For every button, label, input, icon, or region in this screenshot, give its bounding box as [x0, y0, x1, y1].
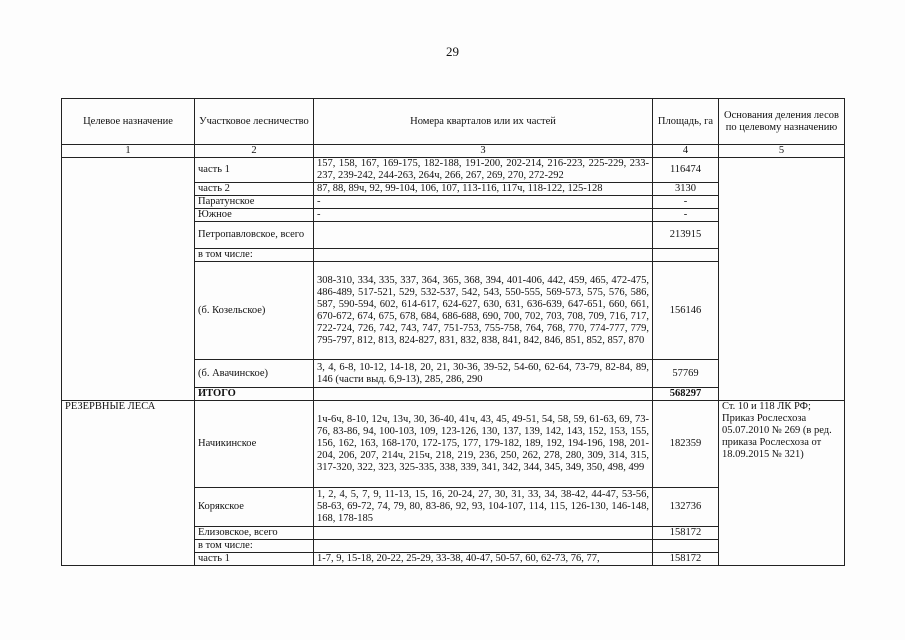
quarters-cell: [314, 540, 653, 553]
table-row: [62, 158, 845, 183]
forestry-cell: (б. Авачинское): [195, 360, 314, 388]
column-number: 1: [62, 145, 195, 158]
forestry-cell: в том числе:: [195, 249, 314, 262]
area-cell: 182359: [653, 401, 719, 488]
quarters-cell: [314, 388, 653, 401]
area-cell: [653, 540, 719, 553]
column-number: 2: [195, 145, 314, 158]
page-number: 29: [446, 44, 459, 59]
area-cell: 158172: [653, 553, 719, 566]
area-cell: 116474: [653, 158, 719, 183]
header-quarters: Номера кварталов или их частей: [314, 99, 653, 145]
forestry-cell: Корякское: [195, 488, 314, 527]
forestry-cell: Елизовское, всего: [195, 527, 314, 540]
table-row: [62, 401, 845, 488]
quarters-cell: 157, 158, 167, 169-175, 182-188, 191-200, 202-214, 216-223, 225-229, 233-237, 239-242, 244-263, 264ч, 266, 267, 269, 270, 272-292: [314, 158, 653, 183]
forestry-cell: (б. Козельское): [195, 262, 314, 360]
column-number: 3: [314, 145, 653, 158]
quarters-cell: 1-7, 9, 15-18, 20-22, 25-29, 33-38, 40-47, 50-57, 60, 62-73, 76, 77,: [314, 553, 653, 566]
quarters-cell: 308-310, 334, 335, 337, 364, 365, 368, 394, 401-406, 442, 459, 465, 472-475, 486-489, 517-521, 529, 532-537, 542, 543, 550-555, 569-573, 575, 576, 586, 587, 590-594, 602, 614-617, 624-627, 630, 631, 636-639, 647-651, 660, 661, 670-672, 674, 675, 678, 684, 686-688, 690, 700, 702, 703, 708, 709, 716, 717, 722-724, 726, 742, 743, 747, 751-753, 755-758, 764, 768, 770, 774-777, 779, 795-797, 812, 813, 824-827, 831, 832, 838, 841, 842, 846, 851, 852, 857, 870: [314, 262, 653, 360]
quarters-cell: [314, 527, 653, 540]
forestry-cell: Начикинское: [195, 401, 314, 488]
forestry-cell: в том числе:: [195, 540, 314, 553]
total-label: ИТОГО: [195, 388, 314, 401]
quarters-cell: 1, 2, 4, 5, 7, 9, 11-13, 15, 16, 20-24, 27, 30, 31, 33, 34, 38-42, 44-47, 53-56, 58-63, 69-72, 74, 79, 80, 83-86, 92, 93, 104-107, 114, 115, 126-130, 146-148, 168, 178-185: [314, 488, 653, 527]
purpose-reserve-forests: РЕЗЕРВНЫЕ ЛЕСА: [62, 401, 195, 566]
area-cell: 132736: [653, 488, 719, 527]
forestry-cell: часть 1: [195, 553, 314, 566]
column-number: 4: [653, 145, 719, 158]
area-cell: -: [653, 209, 719, 222]
forestry-cell: Паратунское: [195, 196, 314, 209]
forestry-cell: часть 2: [195, 183, 314, 196]
area-cell: 3130: [653, 183, 719, 196]
area-cell: 158172: [653, 527, 719, 540]
quarters-cell: [314, 249, 653, 262]
forest-purpose-table: [61, 98, 845, 566]
quarters-cell: [314, 222, 653, 249]
area-cell: 213915: [653, 222, 719, 249]
purpose-cell-continued: [62, 158, 195, 401]
quarters-cell: -: [314, 209, 653, 222]
header-basis: Основания деления лесов по целевому назначению: [719, 99, 845, 145]
quarters-cell: 1ч-6ч, 8-10, 12ч, 13ч, 30, 36-40, 41ч, 43, 45, 49-51, 54, 58, 59, 61-63, 69, 73-76, 83-86, 94, 100-103, 109, 123-126, 130, 137, 139, 142, 143, 152, 153, 155, 156, 162, 163, 168-170, 172-175, 177, 179-182, 189, 192, 194-196, 198, 201-204, 206, 207, 214ч, 215ч, 218, 219, 236, 250, 262, 278, 280, 309, 314, 315, 317-320, 322, 323, 325-335, 338, 339, 341, 342, 344, 345, 349, 350, 498, 499: [314, 401, 653, 488]
header-row: [62, 99, 845, 145]
basis-cell: Ст. 10 и 118 ЛК РФ; Приказ Рослесхоза 05.07.2010 № 269 (в ред. приказа Рослесхоза от 18.09.2015 № 321): [719, 401, 845, 566]
header-purpose: Целевое назначение: [62, 99, 195, 145]
basis-cell-continued: [719, 158, 845, 401]
header-area: Площадь, га: [653, 99, 719, 145]
quarters-cell: 3, 4, 6-8, 10-12, 14-18, 20, 21, 30-36, 39-52, 54-60, 62-64, 73-79, 82-84, 89, 146 (части выд. 6,9-13), 285, 286, 290: [314, 360, 653, 388]
area-cell: [653, 249, 719, 262]
column-numbers-row: [62, 145, 845, 158]
quarters-cell: -: [314, 196, 653, 209]
area-cell: 156146: [653, 262, 719, 360]
forestry-cell: часть 1: [195, 158, 314, 183]
column-number: 5: [719, 145, 845, 158]
header-forestry: Участковое лесничество: [195, 99, 314, 145]
quarters-cell: 87, 88, 89ч, 92, 99-104, 106, 107, 113-116, 117ч, 118-122, 125-128: [314, 183, 653, 196]
total-area: 568297: [653, 388, 719, 401]
area-cell: -: [653, 196, 719, 209]
forestry-cell: Южное: [195, 209, 314, 222]
forestry-cell: Петропавловское, всего: [195, 222, 314, 249]
area-cell: 57769: [653, 360, 719, 388]
